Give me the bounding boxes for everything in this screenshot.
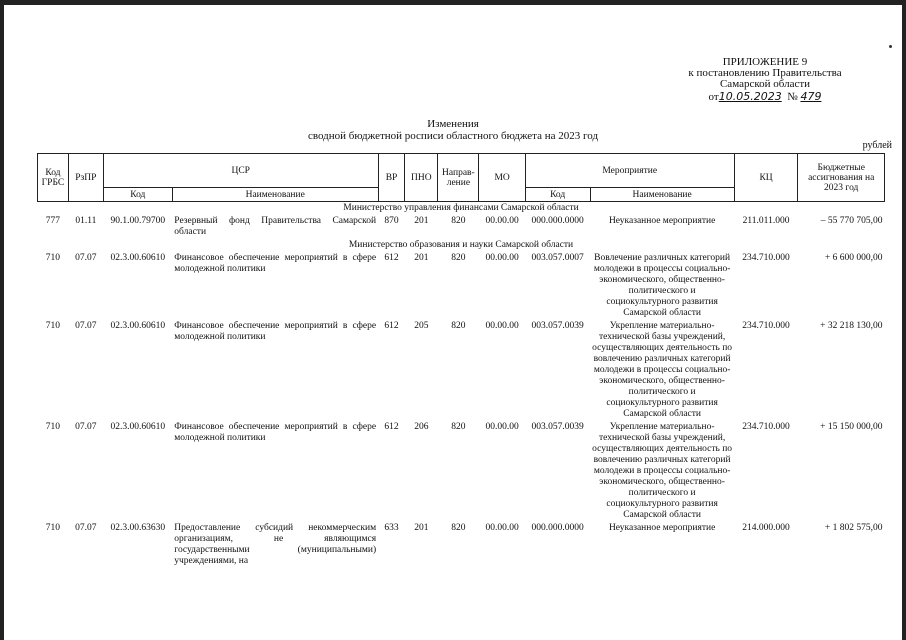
cell-mer-name: Неуказанное мероприятие: [608, 523, 716, 533]
cell-csr-kod: 02.3.00.60610: [110, 253, 166, 263]
cell-csr-name: Резервный фонд Правительства Самарской области: [174, 216, 377, 237]
table-row: [38, 252, 885, 320]
table-row: [38, 215, 885, 239]
cell-rzpr: 07.07: [75, 523, 97, 533]
cell-mer-name: Вовлечение различных категорий молодежи в процессы социально-экономического, общественно-политического и социокультурного развития Самарской области: [593, 253, 731, 318]
cell-csr-name: Финансовое обеспечение мероприятий в сфере молодежной политики: [174, 422, 377, 443]
scan-border-top: [0, 0, 906, 5]
cell-mo: 00.00.00: [485, 216, 519, 226]
date-handwritten: 10.05.2023: [718, 90, 782, 103]
header-kod-grbs: Код ГРБС: [38, 154, 69, 202]
header-csr-kod: Код: [103, 188, 172, 202]
table-row: [38, 320, 885, 421]
title-line-1: Изменения: [427, 118, 479, 130]
header-kc: КЦ: [734, 154, 798, 202]
cell-pno: 205: [414, 321, 429, 331]
cell-sum: – 55 770 705,00: [820, 216, 883, 226]
cell-vr: 612: [384, 253, 399, 263]
header-pno: ПНО: [405, 154, 438, 202]
cell-csr-kod: 02.3.00.60610: [110, 422, 166, 432]
cell-sum: + 1 802 575,00: [824, 523, 883, 533]
table-header: [38, 154, 885, 202]
cell-mo: 00.00.00: [485, 253, 519, 263]
header-meropriyatie: Мероприятие: [525, 154, 734, 188]
cell-vr: 612: [384, 422, 399, 432]
header-rzpr: РзПР: [68, 154, 103, 202]
cell-sum: + 15 150 000,00: [820, 422, 883, 432]
cell-pno: 206: [414, 422, 429, 432]
appendix-block: [640, 57, 890, 103]
cell-mer-name: Неуказанное мероприятие: [608, 216, 716, 226]
cell-csr-kod: 02.3.00.63630: [110, 523, 166, 533]
cell-rzpr: 07.07: [75, 253, 97, 263]
cell-kc: 214.000.000: [742, 523, 790, 533]
appendix-region: Самарской области: [719, 78, 811, 90]
cell-mer-kod: 000.000.0000: [531, 216, 584, 226]
cell-grbs: 777: [45, 216, 61, 226]
cell-vr: 612: [384, 321, 399, 331]
header-assignments: Бюджетные ассигнования на 2023 год: [798, 154, 885, 202]
appendix-resolution: к постановлению Правительства: [688, 67, 842, 79]
budget-table: [37, 153, 885, 568]
cell-pno: 201: [414, 523, 429, 533]
section-title: Министерство образования и науки Самарской области: [348, 240, 574, 250]
appendix-date-line: [640, 91, 890, 103]
scan-speck: [889, 45, 892, 48]
header-mer-kod: Код: [525, 188, 590, 202]
scan-border-left: [0, 0, 4, 640]
cell-napravlenie: 820: [451, 216, 466, 226]
cell-mo: 00.00.00: [485, 523, 519, 533]
table-row: [38, 421, 885, 522]
scan-border-right: [902, 0, 906, 640]
cell-grbs: 710: [45, 321, 61, 331]
section-title: Министерство управления финансами Самарской области: [343, 203, 579, 213]
cell-mo: 00.00.00: [485, 321, 519, 331]
cell-napravlenie: 820: [451, 523, 466, 533]
section-row: [38, 202, 885, 216]
cell-mer-kod: 003.057.0039: [531, 422, 584, 432]
date-prefix: от: [708, 91, 719, 103]
cell-kc: 211.011.000: [742, 216, 790, 226]
table-row: [38, 522, 885, 568]
table-body: [38, 202, 885, 569]
cell-mer-kod: 003.057.0039: [531, 321, 584, 331]
cell-grbs: 710: [45, 523, 61, 533]
appendix-title: ПРИЛОЖЕНИЕ 9: [722, 56, 808, 68]
section-row: [38, 239, 885, 252]
cell-pno: 201: [414, 216, 429, 226]
cell-vr: 870: [384, 216, 399, 226]
cell-napravlenie: 820: [451, 253, 466, 263]
cell-vr: 633: [384, 523, 399, 533]
cell-mo: 00.00.00: [485, 422, 519, 432]
cell-napravlenie: 820: [451, 321, 466, 331]
cell-mer-name: Укрепление материально-технической базы учреждений, осуществляющих деятельность по вовлечению различных категорий молодежи в процессы социально-экономического, общественно-политического и социокультурного развития Самарской области: [592, 321, 733, 419]
header-napravlenie: Направ-ление: [438, 154, 479, 202]
cell-mer-kod: 000.000.0000: [531, 523, 584, 533]
units-label: рублей: [862, 140, 892, 151]
cell-csr-name: Финансовое обеспечение мероприятий в сфере молодежной политики: [174, 253, 377, 274]
number-sign: №: [787, 91, 798, 103]
cell-kc: 234.710.000: [742, 422, 790, 432]
cell-csr-kod: 02.3.00.60610: [110, 321, 166, 331]
header-csr: ЦСР: [103, 154, 378, 188]
cell-kc: 234.710.000: [742, 253, 790, 263]
cell-sum: + 6 600 000,00: [824, 253, 883, 263]
cell-csr-name: Предоставление субсидий некоммерческим организациям, не являющимся государственными (муниципальными) учреждениями, на: [174, 523, 377, 566]
cell-mer-name: Укрепление материально-технической базы учреждений, осуществляющих деятельность по вовлечению различных категорий молодежи в процессы социально-экономического, общественно-политического и социокультурного развития Самарской области: [592, 422, 733, 520]
title-line-2: сводной бюджетной росписи областного бюджета на 2023 год: [307, 130, 599, 142]
cell-rzpr: 07.07: [75, 422, 97, 432]
cell-rzpr: 01.11: [75, 216, 97, 226]
cell-sum: + 32 218 130,00: [820, 321, 883, 331]
cell-grbs: 710: [45, 253, 61, 263]
header-csr-name: Наименование: [172, 188, 378, 202]
cell-rzpr: 07.07: [75, 321, 97, 331]
cell-csr-kod: 90.1.00.79700: [110, 216, 166, 226]
cell-pno: 201: [414, 253, 429, 263]
header-mo: МО: [479, 154, 525, 202]
document-title: [0, 118, 906, 142]
cell-csr-name: Финансовое обеспечение мероприятий в сфере молодежной политики: [174, 321, 377, 342]
header-mer-name: Наименование: [590, 188, 734, 202]
cell-grbs: 710: [45, 422, 61, 432]
header-vr: ВР: [378, 154, 405, 202]
number-handwritten: 479: [800, 90, 822, 103]
cell-napravlenie: 820: [451, 422, 466, 432]
cell-kc: 234.710.000: [742, 321, 790, 331]
cell-mer-kod: 003.057.0007: [531, 253, 584, 263]
